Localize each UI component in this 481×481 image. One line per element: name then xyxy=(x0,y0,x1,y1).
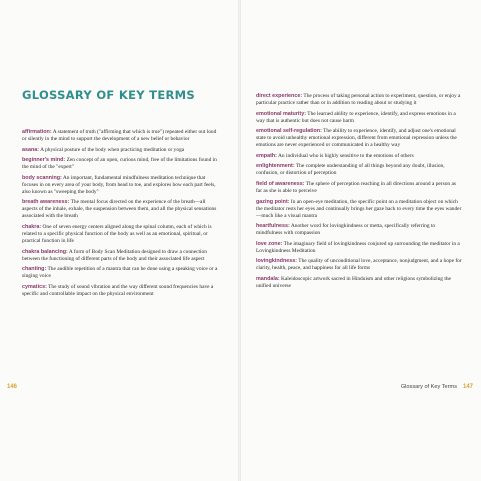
glossary-entry xyxy=(22,266,220,280)
glossary-term: chakra balancing: xyxy=(22,248,68,255)
glossary-term: mandala: xyxy=(256,275,280,282)
glossary-term: affirmation: xyxy=(22,129,52,135)
glossary-definition: The study of sound vibration and the way different sound frequencies have a specific and controllable impact on the physical environment xyxy=(22,283,214,297)
glossary-definition: Kaleidoscopic artwork sacred in Hinduism and other religions symbolizing the unified universe xyxy=(256,275,451,289)
glossary-definition: The audible repetition of a mantra that can be done using a speaking voice or a singing voice xyxy=(22,266,218,280)
glossary-term: direct experience: xyxy=(256,93,303,99)
glossary-definition: A statement of truth ("affirming that which is true") repeated either out loud or silently in the mind to support the development of a new belief or behavior xyxy=(22,129,217,142)
glossary-entry xyxy=(256,181,462,195)
page-title: GLOSSARY OF KEY TERMS xyxy=(22,88,195,102)
glossary-entry xyxy=(256,223,462,237)
glossary-term: chakra: xyxy=(22,223,42,230)
glossary-definition: One of seven energy centers aligned along the spinal column, each of which is related to a specific physical function of the body as well as an emotional, spiritual, or practical function in life xyxy=(22,223,212,244)
glossary-term: heartfulness: xyxy=(256,223,290,230)
glossary-entry xyxy=(22,157,220,171)
glossary-entry xyxy=(256,199,462,220)
glossary-definition: A physical posture of the body when practicing meditation or yoga xyxy=(39,146,185,153)
glossary-entry xyxy=(22,175,220,196)
glossary-definition: A form of Body Scan Meditation designed to draw a connection between the functioning of different parts of the body and their associated life aspect xyxy=(22,248,207,262)
glossary-definition: The mental focus directed on the experience of the breath—all aspects of the inhale, exhale, the suspension between them, and all the physical sensations associated with the breath xyxy=(22,199,217,220)
glossary-entry xyxy=(256,276,462,290)
glossary-term: breath awareness: xyxy=(22,199,70,206)
glossary-entry xyxy=(256,241,462,255)
glossary-definition: The process of taking personal action to experiment, question, or enjoy a particular practice rather than or in addition to reading about or studying it xyxy=(256,93,461,106)
glossary-definition: Another word for lovingkindness or metta, specifically referring to mindfulness with compassion xyxy=(256,223,436,237)
left-page-number: 146 xyxy=(7,384,18,390)
left-glossary-column xyxy=(22,129,220,301)
glossary-entry xyxy=(256,258,462,272)
glossary-entry xyxy=(22,249,220,263)
glossary-term: body scanning: xyxy=(22,174,62,181)
glossary-term: gazing point: xyxy=(256,198,290,205)
glossary-term: asana: xyxy=(22,146,40,153)
glossary-term: cymatics: xyxy=(22,283,47,290)
glossary-term: chanting: xyxy=(22,266,47,273)
right-page-number: 147 xyxy=(462,384,473,390)
glossary-term: beginner's mind: xyxy=(22,157,66,164)
right-page xyxy=(241,0,481,481)
glossary-entry xyxy=(256,111,462,125)
glossary-definition: The complete understanding of all things beyond any doubt, illusion, confusion, or distortion of perception xyxy=(256,163,445,177)
glossary-term: emotional self-regulation: xyxy=(256,128,322,135)
glossary-entry xyxy=(22,224,220,245)
glossary-term: emotional maturity: xyxy=(256,110,307,117)
glossary-entry xyxy=(22,129,220,143)
glossary-term: love zone: xyxy=(256,240,283,247)
glossary-definition: An individual who is highly sensitive to the emotions of others xyxy=(276,152,414,159)
glossary-definition: In an open-eye meditation, the specific point on a meditation object on which the meditator rests her eyes and continually brings her gaze back to every time the eyes wander—much like a visual mantra xyxy=(256,198,462,219)
running-head: Glossary of Key Terms xyxy=(400,384,457,390)
glossary-definition: An important, fundamental mindfulness meditation technique that focuses in on every area of your body, from head to toe, and explores how each part feels, also known as "sweeping the body" xyxy=(22,174,216,195)
glossary-definition: Zen concept of an open, curious mind, free of the limitations found in the mind of the "expert" xyxy=(22,157,217,171)
glossary-definition: The imaginary field of lovingkindness conjured up surrounding the meditator in a Lovingkindness Meditation xyxy=(256,240,460,254)
glossary-term: field of awareness: xyxy=(256,180,305,187)
glossary-entry xyxy=(256,93,462,107)
glossary-entry xyxy=(22,147,220,154)
glossary-term: enlightenment: xyxy=(256,163,295,170)
glossary-entry xyxy=(256,128,462,149)
left-page xyxy=(0,0,238,481)
right-glossary-column xyxy=(256,93,462,294)
glossary-definition: The sphere of perception reaching in all directions around a person as far as she is able to perceive xyxy=(256,180,456,194)
glossary-entry xyxy=(22,284,220,298)
glossary-entry xyxy=(256,163,462,177)
glossary-term: empath: xyxy=(256,152,277,159)
glossary-definition: The ability to experience, identify, and adjust one's emotional state to avoid unhealthy emotional expression, different from emotional repression unless the emotions are never experienced or communicated in a healthy way xyxy=(256,128,457,149)
glossary-entry xyxy=(22,199,220,220)
glossary-definition: The learned ability to experience, identify, and express emotions in a way that is authentic but does not cause harm xyxy=(256,110,456,124)
glossary-definition: The quality of unconditional love, acceptance, nonjudgment, and a hope for clarity, health, peace, and happiness for all life forms xyxy=(256,258,462,272)
glossary-term: lovingkindness: xyxy=(256,258,298,265)
glossary-entry xyxy=(256,153,462,160)
